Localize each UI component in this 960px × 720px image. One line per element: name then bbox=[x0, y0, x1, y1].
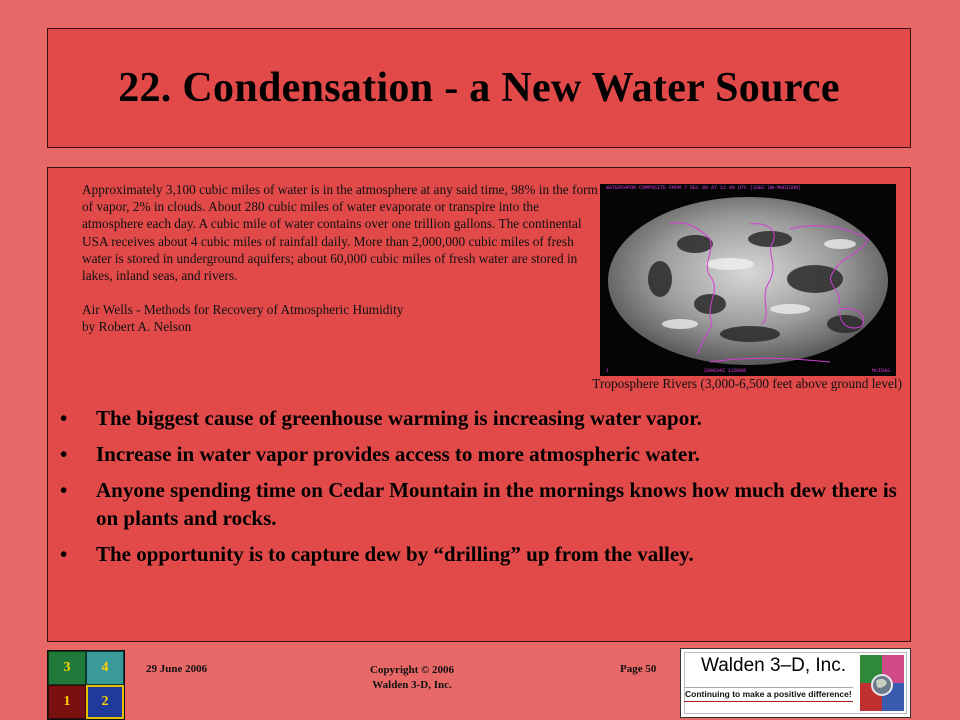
company-name: Walden 3–D, Inc. bbox=[701, 655, 847, 676]
footer-date: 29 June 2006 bbox=[146, 663, 208, 675]
copyright-line-1: Copyright © 2006 bbox=[370, 664, 454, 676]
bullet-dot: • bbox=[60, 442, 68, 466]
intro-text-block bbox=[82, 181, 602, 336]
map-footer-timestamp: 2000342 120000 bbox=[704, 368, 747, 374]
company-tagline: Continuing to make a positive difference! bbox=[684, 687, 853, 702]
bullet-item: • The opportunity is to capture dew by “drilling” up from the valley. bbox=[60, 542, 694, 566]
slide-title: 22. Condensation - a New Water Source bbox=[118, 65, 840, 111]
map-footer-right: McIDAS bbox=[871, 368, 890, 374]
bullet-dot: • bbox=[60, 478, 68, 502]
quadrant-4: 4 bbox=[86, 651, 124, 685]
source-title: Air Wells - Methods for Recovery of Atmospheric Humidity bbox=[82, 302, 404, 318]
quadrant-1: 1 bbox=[48, 685, 86, 719]
footer-copyright bbox=[342, 663, 482, 693]
source-author: by Robert A. Nelson bbox=[82, 319, 192, 335]
world-map-icon bbox=[600, 184, 896, 376]
quadrant-2: 2 bbox=[86, 685, 124, 719]
bullet-item: • Anyone spending time on Cedar Mountain in the mornings knows how much dew there is on plants and rocks. bbox=[60, 478, 897, 530]
map-header: WATERVAPOR COMPOSITE FROM 7 DEC 00 AT 12 00 UTC (SSEC UW-MADISON) bbox=[606, 185, 802, 191]
bullet-item: • The biggest cause of greenhouse warming is increasing water vapor. bbox=[60, 406, 702, 430]
quadrant-logo bbox=[47, 650, 125, 720]
bullet-list bbox=[60, 404, 908, 576]
bullet-item: • Increase in water vapor provides access to more atmospheric water. bbox=[60, 442, 700, 466]
copyright-line-2: Walden 3-D, Inc. bbox=[372, 679, 452, 691]
bullet-dot: • bbox=[60, 406, 68, 430]
title-panel bbox=[47, 28, 911, 148]
page-number: Page 50 bbox=[620, 663, 657, 675]
water-vapor-map-image bbox=[600, 184, 896, 376]
company-logo bbox=[680, 648, 911, 718]
quadrant-3: 3 bbox=[48, 651, 86, 685]
map-footer-left: 1 bbox=[606, 368, 610, 374]
globe-emblem-icon bbox=[860, 655, 904, 711]
bullet-dot: • bbox=[60, 542, 68, 566]
content-panel bbox=[47, 167, 911, 642]
map-caption: Troposphere Rivers (3,000-6,500 feet above ground level) bbox=[592, 376, 902, 391]
intro-paragraph: Approximately 3,100 cubic miles of water is in the atmosphere at any said time, 98% in the form of vapor, 2% in clouds. About 280 cubic miles of water evaporate or transpire into the atmosphere each day. A cubic mile of water contains over one trillion gallons. The continental USA receives about 4 cubic miles of rainfall daily. More than 2,000,000 cubic miles of fresh water is stored in underground aquifers; about 60,000 cubic miles of fresh water are stored in lakes, inland seas, and rivers. bbox=[82, 182, 598, 284]
